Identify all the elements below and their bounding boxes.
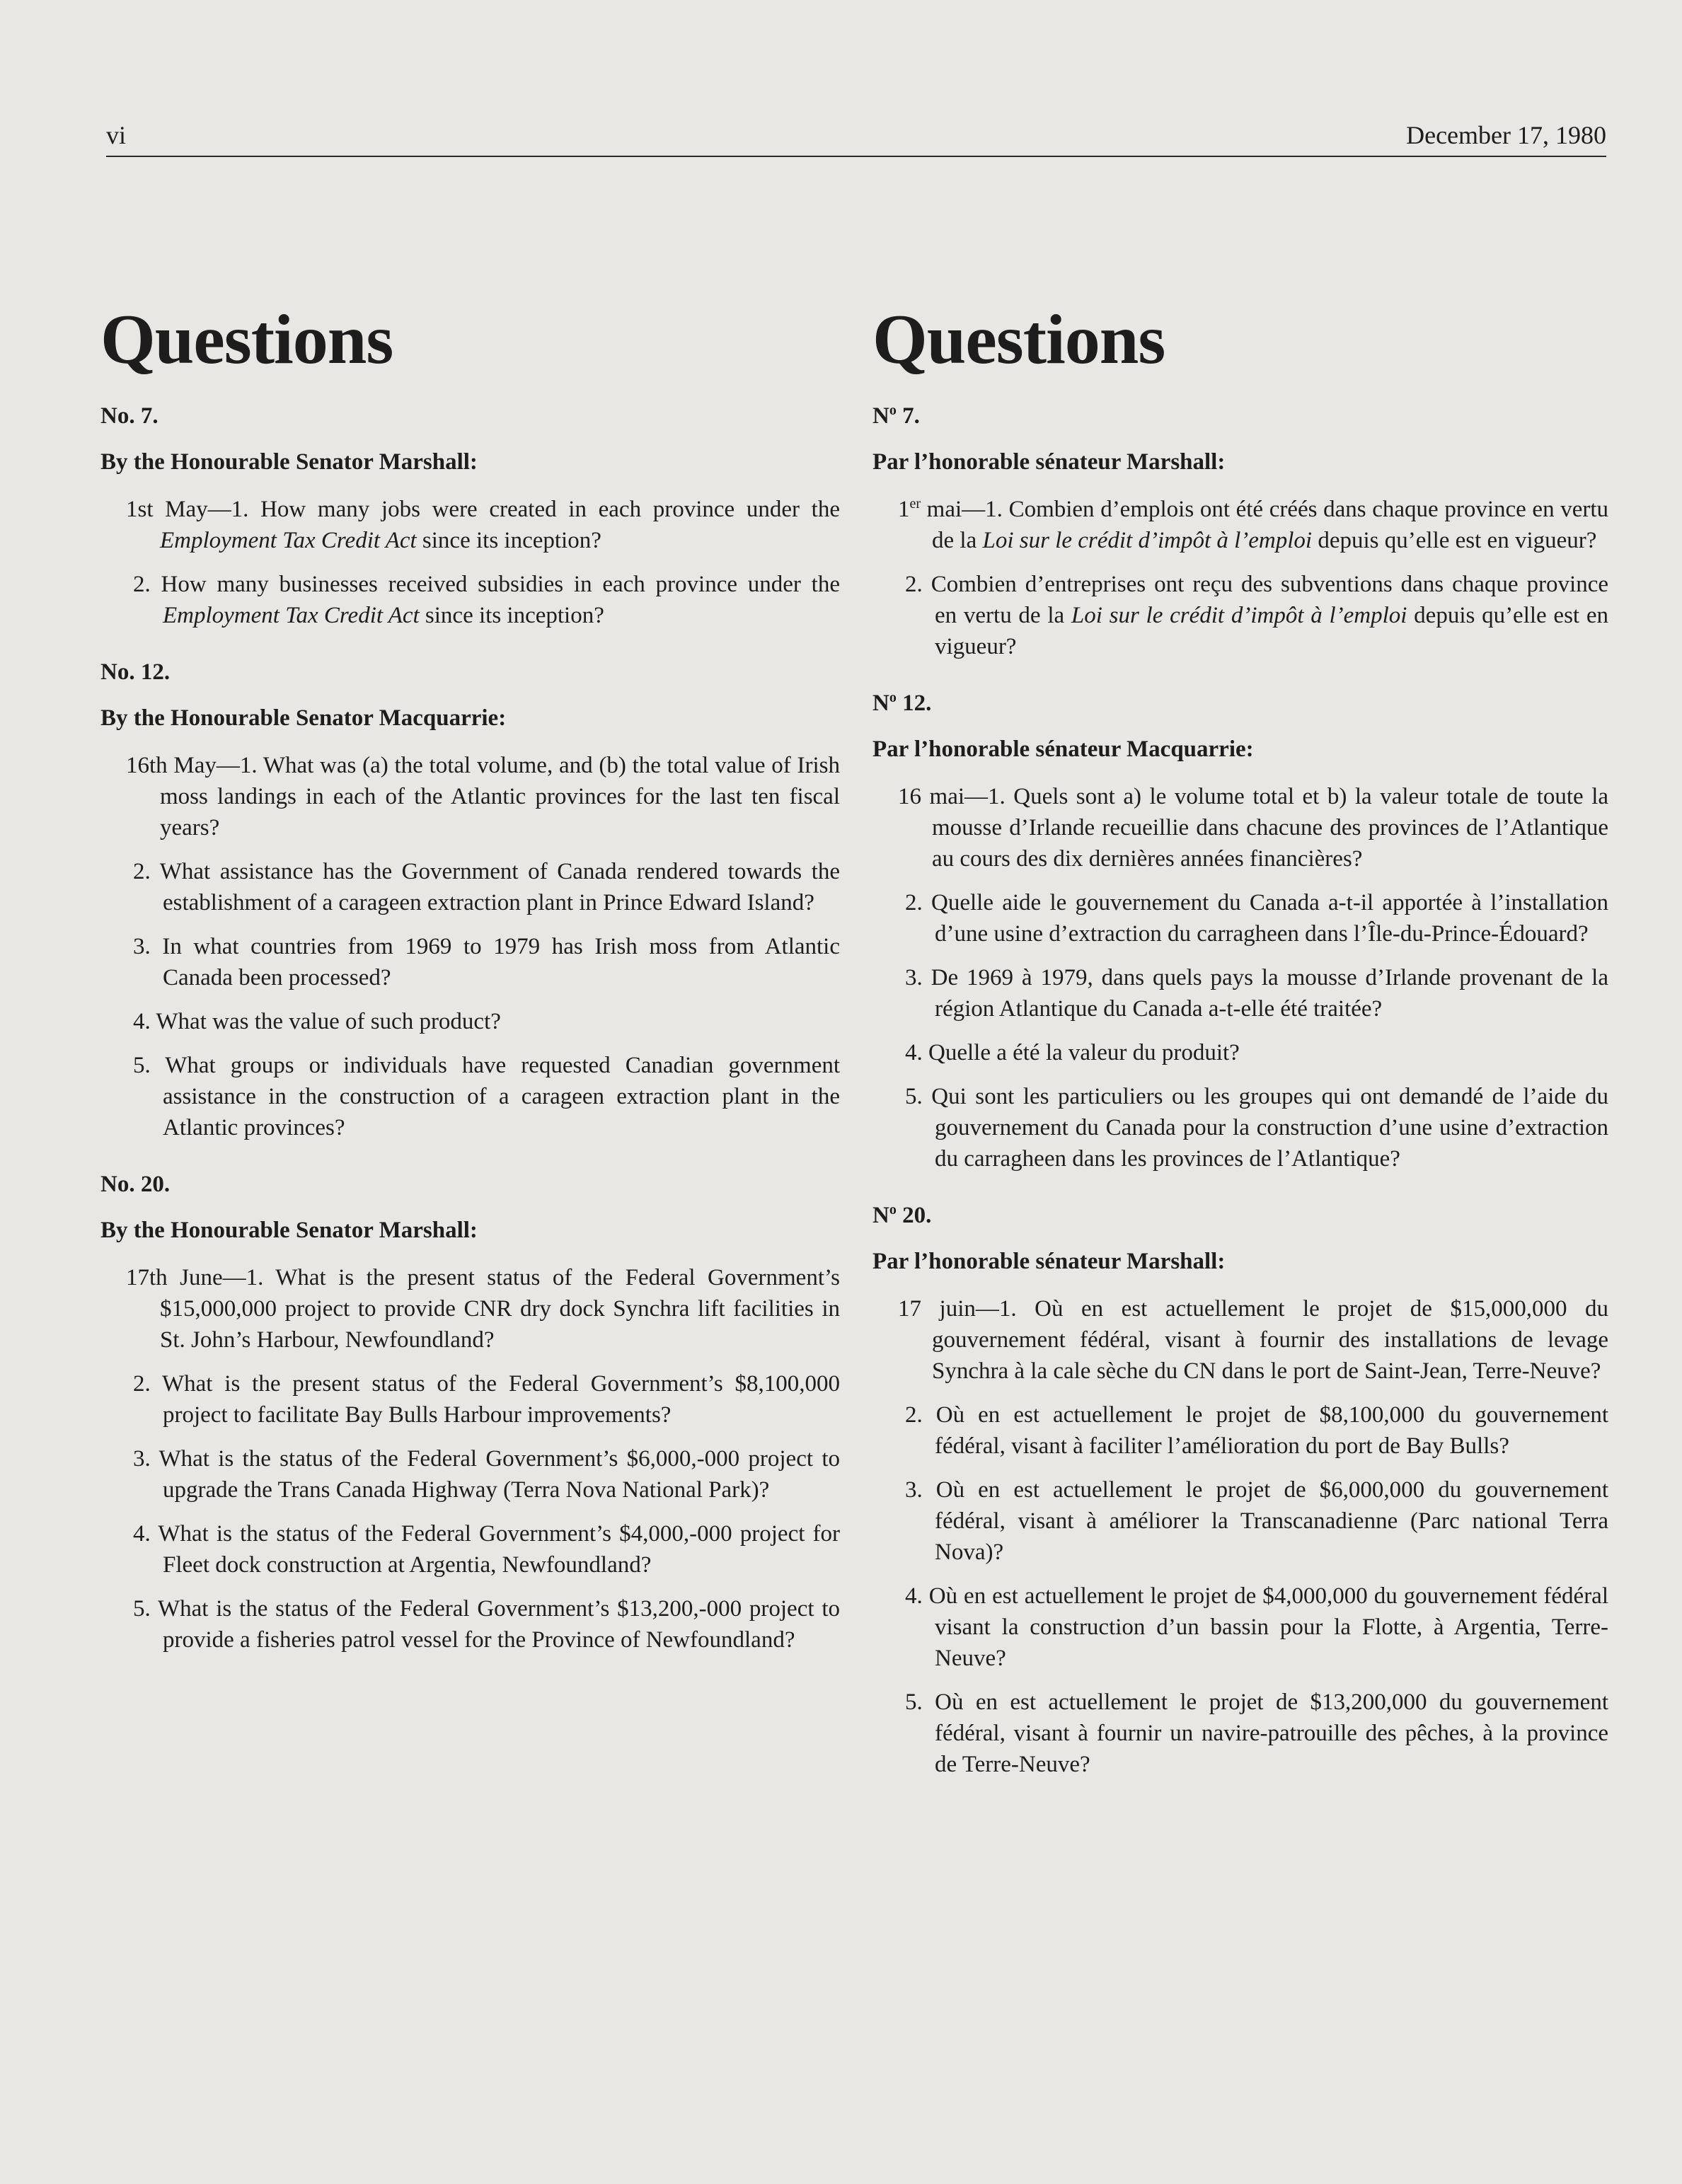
question-number-sup: o	[889, 690, 897, 705]
question-number-prefix: N	[872, 403, 889, 429]
question-item	[872, 781, 1608, 874]
item-text: How many businesses received subsidies in each province under the	[161, 572, 840, 597]
question-number	[100, 403, 840, 429]
header-date: December 17, 1980	[1406, 121, 1606, 149]
page-number: vi	[106, 121, 127, 149]
item-text-rest: depuis qu’elle est en vigueur?	[935, 603, 1608, 659]
question-number	[100, 659, 840, 686]
item-text: Quels sont a) le volume total et b) la valeur totale de toute la mousse d’Irlande recueillie dans chacune des provinces de l’Atlantique au cours des dix dernières années financières?	[932, 784, 1609, 872]
item-text: What assistance has the Government of Canada rendered towards the establishment of a carageen extraction plant in Prince Edward Island?	[159, 859, 841, 915]
questioner: By the Honourable Senator Macquarrie:	[100, 705, 507, 731]
question-item	[872, 569, 1608, 662]
item-act-title: Employment Tax Credit Act	[163, 603, 420, 628]
question-item	[100, 1518, 840, 1581]
question-item	[872, 1474, 1608, 1568]
item-text: Où en est actuellement le projet de $6,000,000 du gouvernement fédéral, visant à améliorer la Transcanadienne (Parc national Terra Nova)?	[935, 1477, 1609, 1565]
item-number: 4.	[905, 1040, 928, 1065]
item-number: 2.	[905, 1402, 936, 1428]
item-text: What groups or individuals have requested Canadian government assistance in the construction of a carageen extraction plant in the Atlantic provinces?	[163, 1053, 841, 1140]
item-text: Quelle aide le gouvernement du Canada a-t-il apportée à l’installation d’une usine d’extraction du carragheen dans l’Île-du-Prince-Édouard?	[931, 890, 1609, 947]
question-section	[100, 1172, 840, 1656]
item-number: 16th May—1.	[126, 753, 263, 778]
question-number	[100, 1172, 840, 1198]
item-number: 3.	[905, 1477, 936, 1503]
item-text: What is the present status of the Federal Government’s $15,000,000 project to provide CNR dry dock Synchra lift facilities in St. John’s Harbour, Newfoundland?	[160, 1265, 840, 1353]
questioner: Par l’honorable sénateur Marshall:	[872, 449, 1226, 475]
item-number: 17 juin—1.	[898, 1296, 1035, 1322]
questioner: By the Honourable Senator Marshall:	[100, 449, 478, 475]
item-number: 4.	[905, 1583, 929, 1609]
item-text: What is the present status of the Federal Government’s $8,100,000 project to facilitate Bay Bulls Harbour improvements?	[162, 1371, 840, 1428]
question-list	[100, 403, 840, 1656]
item-text: What is the status of the Federal Government’s $4,000,-000 project for Fleet dock construction at Argentia, Newfoundland?	[158, 1521, 841, 1578]
item-number: 5.	[133, 1053, 166, 1078]
question-item	[100, 750, 840, 843]
english-column	[100, 300, 841, 1684]
item-text: What is the status of the Federal Government’s $6,000,-000 project to upgrade the Trans Canada Highway (Terra Nova National Park)?	[159, 1446, 840, 1503]
column-title: Questions	[872, 300, 1165, 379]
question-section	[872, 1203, 1608, 1780]
item-number: 1st May—1.	[126, 497, 261, 522]
question-item	[100, 1368, 840, 1431]
question-item	[100, 1593, 840, 1656]
question-item	[872, 962, 1608, 1024]
questioner: By the Honourable Senator Marshall:	[100, 1218, 478, 1243]
item-text: Combien d’entreprises ont reçu des subventions dans chaque province en vertu de la	[931, 572, 1608, 628]
item-number: 2.	[905, 890, 932, 915]
question-number-suffix: 7.	[896, 403, 920, 429]
question-number-suffix: 12.	[896, 691, 932, 716]
questioner: Par l’honorable sénateur Marshall:	[872, 1249, 1226, 1274]
item-number: 2.	[133, 1371, 162, 1397]
question-item	[100, 856, 840, 918]
question-item	[872, 1081, 1608, 1174]
item-number: 2.	[133, 859, 160, 884]
item-text: Où en est actuellement le projet de $15,000,000 du gouvernement fédéral, visant à fournir des installations de levage Synchra à la cale sèche du CN dans le port de Saint-Jean, Terre-Neuve?	[932, 1296, 1608, 1384]
question-number	[872, 403, 1608, 429]
question-number-text: No. 20.	[100, 1172, 171, 1197]
question-section	[100, 659, 840, 1143]
item-text: De 1969 à 1979, dans quels pays la mousse d’Irlande provenant de la région Atlantique du Canada a-t-elle été traitée?	[931, 965, 1608, 1022]
item-act-title: Loi sur le crédit d’impôt à l’emploi	[982, 528, 1313, 553]
item-number: 3.	[133, 934, 163, 959]
item-text-rest: since its inception?	[416, 528, 601, 553]
item-number: 16 mai—1.	[898, 784, 1014, 809]
item-act-title: Employment Tax Credit Act	[160, 528, 417, 553]
question-number-prefix: N	[872, 691, 889, 716]
item-text: In what countries from 1969 to 1979 has Irish moss from Atlantic Canada been processed?	[162, 934, 841, 990]
item-text-rest: depuis qu’elle est en vigueur?	[1312, 528, 1597, 553]
question-number-text: No. 12.	[100, 659, 171, 685]
item-number: 4.	[133, 1521, 159, 1547]
question-item	[100, 494, 840, 556]
question-number	[872, 691, 1608, 717]
question-number-sup: o	[889, 403, 897, 418]
question-item	[100, 569, 840, 631]
item-act-title: Loi sur le crédit d’impôt à l’emploi	[1071, 603, 1407, 628]
french-column	[872, 300, 1609, 1808]
item-number: 5.	[133, 1596, 158, 1622]
item-number: 5.	[905, 1084, 932, 1109]
question-number-suffix: 20.	[896, 1203, 932, 1228]
page-header	[106, 120, 1606, 157]
item-number-prefix: 1	[898, 497, 910, 522]
item-number: 2.	[905, 572, 931, 597]
item-number: 5.	[905, 1689, 935, 1715]
item-number: mai—1.	[921, 497, 1009, 522]
item-text: What was (a) the total volume, and (b) the total value of Irish moss landings in each of the Atlantic provinces for the last ten fiscal years?	[160, 753, 840, 840]
item-text: Où en est actuellement le projet de $8,100,000 du gouvernement fédéral, visant à faciliter l’amélioration du port de Bay Bulls?	[935, 1402, 1609, 1459]
question-item	[872, 1037, 1608, 1068]
item-text-rest: since its inception?	[419, 603, 604, 628]
item-number: 4.	[133, 1009, 156, 1034]
question-item	[872, 1581, 1608, 1674]
question-number-sup: o	[889, 1202, 897, 1218]
item-number: 17th June—1.	[126, 1265, 276, 1290]
column-title: Questions	[100, 300, 393, 379]
question-item	[872, 1687, 1608, 1780]
question-item	[100, 1006, 840, 1037]
item-text: Quelle a été la valeur du produit?	[928, 1040, 1240, 1065]
question-section	[872, 691, 1608, 1174]
item-number: 3.	[905, 965, 931, 990]
question-item	[100, 1443, 840, 1506]
question-number-text: No. 7.	[100, 403, 159, 429]
question-item	[100, 931, 840, 993]
questioner: Par l’honorable sénateur Macquarrie:	[872, 736, 1254, 762]
question-number	[872, 1203, 1608, 1229]
item-text: How many jobs were created in each province under the	[260, 497, 840, 522]
item-text: Qui sont les particuliers ou les groupes qui ont demandé de l’aide du gouvernement du Canada pour la construction d’une usine d’extraction du carragheen dans les provinces de l’Atlantique?	[931, 1084, 1608, 1172]
item-text: Où en est actuellement le projet de $4,000,000 du gouvernement fédéral visant la construction d’un bassin pour la Flotte, à Argentia, Terre-Neuve?	[928, 1583, 1608, 1671]
question-item	[872, 1293, 1608, 1387]
item-text: Où en est actuellement le projet de $13,200,000 du gouvernement fédéral, visant à fournir un navire-patrouille des pêches, à la province de Terre-Neuve?	[935, 1689, 1609, 1777]
question-item	[872, 887, 1608, 949]
item-number: 3.	[133, 1446, 159, 1472]
question-section	[872, 403, 1608, 662]
question-item	[100, 1050, 840, 1143]
question-section	[100, 403, 840, 631]
item-number: 2.	[133, 572, 161, 597]
item-text: Combien d’emplois ont été créés dans chaque province en vertu de la	[932, 497, 1609, 553]
question-number-prefix: N	[872, 1203, 889, 1228]
question-item	[872, 494, 1608, 556]
question-list	[872, 403, 1608, 1780]
question-item	[872, 1399, 1608, 1462]
item-text: What was the value of such product?	[156, 1009, 501, 1034]
item-text: What is the status of the Federal Government’s $13,200,-000 project to provide a fisheries patrol vessel for the Province of Newfoundland?	[157, 1596, 840, 1653]
question-item	[100, 1262, 840, 1356]
item-number-sup: er	[909, 496, 921, 512]
